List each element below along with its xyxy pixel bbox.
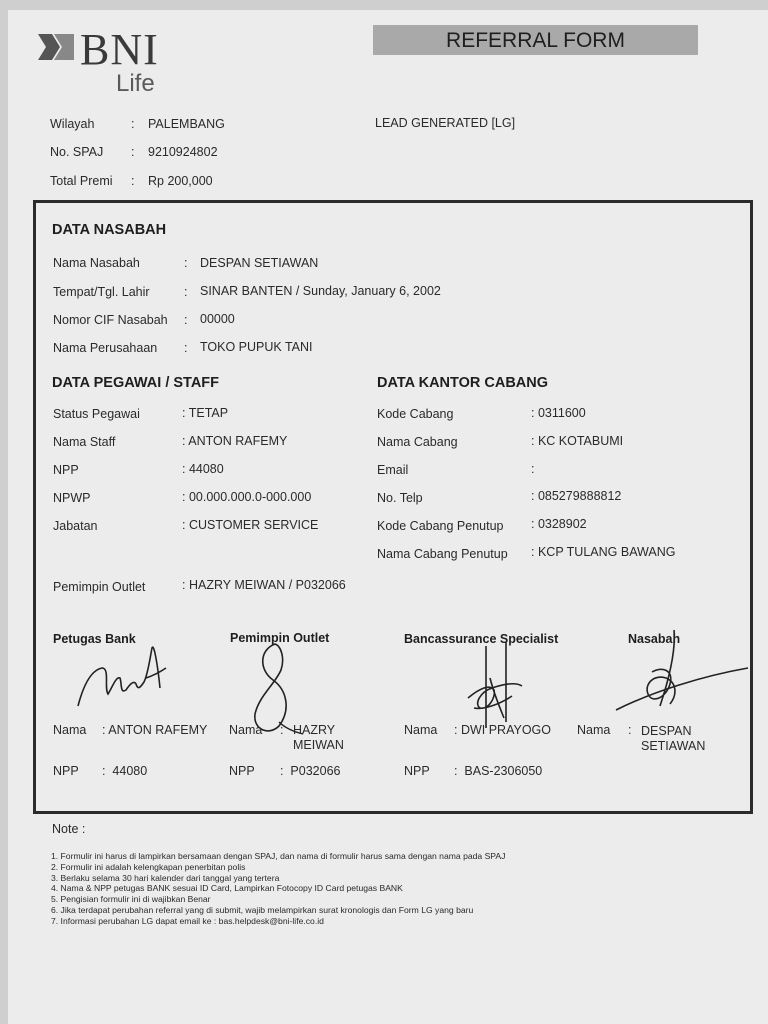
- telp-value: : 085279888812: [531, 489, 622, 503]
- email-value: :: [531, 462, 535, 476]
- nama-staff-value: : ANTON RAFEMY: [182, 434, 288, 448]
- nama-nasabah-label: Nama Nasabah: [53, 256, 140, 270]
- npwp-label: NPWP: [53, 491, 91, 505]
- nama-cabang-label: Nama Cabang: [377, 435, 458, 449]
- sig-name-nasabah-line1: DESPAN: [641, 724, 692, 738]
- sig-npp-petugas: : 44080: [102, 764, 148, 778]
- nama-cabang-value: : KC KOTABUMI: [531, 434, 624, 448]
- sig-npp-pemimpin: : P032066: [280, 764, 341, 778]
- sig-nama-label: Nama: [404, 723, 438, 737]
- telp-label: No. Telp: [377, 491, 423, 505]
- sig-npp-label: NPP: [229, 764, 255, 778]
- kode-cabang-penutup-label: Kode Cabang Penutup: [377, 519, 504, 533]
- note-item: 4. Nama & NPP petugas BANK sesuai ID Card, Lampirkan Fotocopy ID Card petugas BANK: [51, 883, 403, 894]
- jabatan-value: : CUSTOMER SERVICE: [182, 518, 319, 532]
- note-item: 7. Informasi perubahan LG dapat email ke : bas.helpdesk@bni-life.co.id: [51, 915, 324, 926]
- sig-nama-label: Nama: [577, 723, 611, 737]
- form-title: REFERRAL FORM: [373, 25, 698, 55]
- sig-npp-bancassurance: : BAS-2306050: [454, 764, 543, 778]
- sig-name-pemimpin-line1: HAZRY: [293, 723, 336, 737]
- kode-cabang-value: : 0311600: [531, 406, 586, 420]
- sig-name-petugas: : ANTON RAFEMY: [102, 723, 208, 737]
- premi-value: Rp 200,000: [148, 174, 213, 188]
- note-item: 6. Jika terdapat perubahan referral yang di submit, wajib melampirkan surat kronologis dan Form LG yang baru: [51, 904, 474, 915]
- wilayah-value: PALEMBANG: [148, 117, 225, 131]
- nama-cabang-penutup-label: Nama Cabang Penutup: [377, 547, 508, 561]
- wilayah-label: Wilayah: [50, 117, 95, 131]
- colon: :: [184, 313, 188, 327]
- kode-cabang-penutup-value: : 0328902: [531, 517, 587, 531]
- perusahaan-label: Nama Perusahaan: [53, 341, 158, 355]
- sig-nama-label: Nama: [229, 723, 263, 737]
- tempat-lahir-value: SINAR BANTEN / Sunday, January 6, 2002: [200, 284, 441, 298]
- spaj-value: 9210924802: [148, 145, 218, 159]
- nama-nasabah-value: DESPAN SETIAWAN: [200, 256, 319, 270]
- sig-nama-label: Nama: [53, 723, 87, 737]
- pemimpin-outlet-label: Pemimpin Outlet: [53, 580, 146, 594]
- sig-npp-label: NPP: [53, 764, 79, 778]
- sig-name-nasabah-line2: SETIAWAN: [641, 739, 706, 753]
- lead-generated-label: LEAD GENERATED [LG]: [375, 116, 516, 130]
- sig-colon: :: [280, 723, 284, 737]
- sig-title-nasabah: Nasabah: [628, 632, 681, 646]
- colon: :: [184, 256, 188, 270]
- npwp-value: : 00.000.000.0-000.000: [182, 490, 312, 504]
- bni-logo-mark-icon: [38, 32, 74, 62]
- colon: :: [131, 174, 135, 188]
- email-label: Email: [377, 463, 409, 477]
- colon: :: [184, 285, 188, 299]
- tempat-lahir-label: Tempat/Tgl. Lahir: [53, 285, 150, 299]
- kode-cabang-label: Kode Cabang: [377, 407, 454, 421]
- logo-brand-text: BNI: [80, 25, 159, 74]
- signature-bancassurance: [460, 638, 530, 734]
- sig-npp-label: NPP: [404, 764, 430, 778]
- sig-name-pemimpin-line2: MEIWAN: [293, 738, 344, 752]
- cif-label: Nomor CIF Nasabah: [53, 313, 168, 327]
- nama-cabang-penutup-value: : KCP TULANG BAWANG: [531, 545, 676, 559]
- signature-nasabah: [612, 622, 752, 714]
- colon: :: [131, 145, 135, 159]
- pemimpin-outlet-value: : HAZRY MEIWAN / P032066: [182, 578, 346, 592]
- cif-value: 00000: [200, 312, 235, 326]
- sig-colon: :: [628, 723, 632, 737]
- data-pegawai-title: DATA PEGAWAI / STAFF: [52, 375, 220, 391]
- note-item: 5. Pengisian formulir ini di wajibkan Benar: [51, 894, 211, 905]
- data-kantor-title: DATA KANTOR CABANG: [377, 375, 549, 391]
- note-item: 2. Formulir ini adalah kelengkapan penerbitan polis: [51, 861, 246, 872]
- jabatan-label: Jabatan: [53, 519, 98, 533]
- sig-title-petugas-bank: Petugas Bank: [53, 632, 136, 646]
- note-item: 3. Berlaku selama 30 hari kalender dari tanggal yang tertera: [51, 872, 280, 883]
- note-item: 1. Formulir ini harus di lampirkan bersamaan dengan SPAJ, dan nama di formulir harus sama dengan nama pada SPAJ: [51, 851, 506, 861]
- colon: :: [184, 341, 188, 355]
- note-list: [51, 851, 505, 927]
- data-nasabah-title: DATA NASABAH: [52, 222, 167, 238]
- npp-label: NPP: [53, 463, 79, 477]
- premi-label: Total Premi: [50, 174, 113, 188]
- sig-name-bancassurance: : DWI PRAYOGO: [454, 723, 552, 737]
- note-title: Note :: [52, 822, 86, 836]
- perusahaan-value: TOKO PUPUK TANI: [200, 340, 313, 354]
- status-pegawai-label: Status Pegawai: [53, 407, 140, 421]
- spaj-label: No. SPAJ: [50, 145, 104, 159]
- logo-sub-text: Life: [116, 70, 155, 97]
- colon: :: [131, 117, 135, 131]
- nama-staff-label: Nama Staff: [53, 435, 116, 449]
- signature-petugas-bank: [74, 628, 174, 710]
- npp-value: : 44080: [182, 462, 224, 476]
- sig-title-pemimpin-outlet: Pemimpin Outlet: [230, 631, 330, 645]
- status-pegawai-value: : TETAP: [182, 406, 229, 420]
- sig-title-bancassurance: Bancassurance Specialist: [404, 632, 559, 646]
